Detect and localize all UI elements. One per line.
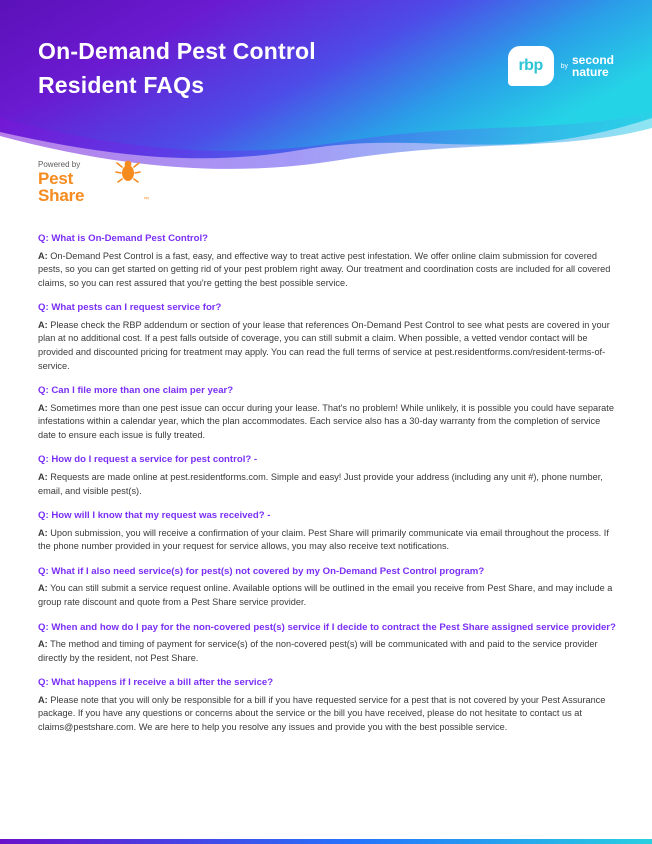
faq-answer-prefix: A: xyxy=(38,471,48,482)
faq-answer-text: You can still submit a service request online. Available options will be outlined in the email you receive from Pest Share, and may include a group rate discount and quote from a Pest Share service provider. xyxy=(38,583,613,607)
faq-answer-prefix: A: xyxy=(38,583,48,594)
pest-share-line2: Share xyxy=(38,186,85,205)
faq-answer-text: Upon submission, you will receive a confirmation of your claim. Pest Share will primarily communicate via email throughout the process. If the phone number provided in your request for service allows, you may also receive text notifications. xyxy=(38,527,609,552)
faq-answer-text: Please check the RBP addendum or section of your lease that references On-Demand Pest Control to see what pests are covered in your plan at no additional cost. If a pest falls outside of coverage, you can still submit a claim. When possible, a vetted vendor contact will be provided and discounted pricing for treatment may apply. You can read the full terms of service at pest.residentforms.com/resident-terms-of-service. xyxy=(38,319,610,371)
second-nature-line1: second xyxy=(571,53,614,67)
faq-question: Q: What pests can I request service for? xyxy=(38,302,222,314)
faq-item xyxy=(38,384,616,442)
second-nature-by-label: by xyxy=(560,62,568,70)
faq-answer-text: Requests are made online at pest.residentforms.com. Simple and easy! Just provide your address (including any unit #), phone number, email, and visible pest(s). xyxy=(38,471,603,496)
faq-question: Q: When and how do I pay for the non-covered pest(s) service if I decide to contract the Pest Share assigned service provider? xyxy=(38,621,616,633)
faq-item xyxy=(38,565,616,610)
faq-question: Q: What if I also need service(s) for pest(s) not covered by my On-Demand Pest Control program? xyxy=(38,565,485,577)
pest-share-logo xyxy=(38,169,149,205)
faq-item xyxy=(38,621,616,666)
faq-item xyxy=(38,453,616,498)
faq-answer-prefix: A: xyxy=(38,319,48,330)
faq-question: Q: How do I request a service for pest control? - xyxy=(38,454,258,466)
faq-question: Q: What happens if I receive a bill after the service? xyxy=(38,677,274,689)
faq-answer xyxy=(38,402,616,443)
faq-answer-text: The method and timing of payment for service(s) of the non-covered pest(s) will be communicated with and paid to the service provider directly by the resident, not Pest Share. xyxy=(38,639,598,663)
faq-question: Q: Can I file more than one claim per year? xyxy=(38,385,234,397)
powered-by-label: Powered by xyxy=(38,160,81,169)
faq-answer-text: Sometimes more than one pest issue can occur during your lease. That's no problem! While unlikely, it is possible you could have separate infestations within a calendar year, which the plan accommodates. Each service also has a 30-day warranty from the completion of service date to ensure each issue is fully treated. xyxy=(38,402,614,440)
pest-share-line1: Pest xyxy=(38,169,74,188)
bug-icon xyxy=(115,158,141,184)
faq-item xyxy=(38,509,616,554)
powered-by-pest-share xyxy=(38,160,149,205)
faq-question: Q: What is On-Demand Pest Control? xyxy=(38,233,209,244)
second-nature-wordmark xyxy=(561,54,614,78)
bottom-accent-bar xyxy=(0,839,652,844)
page-title-line1: On-Demand Pest Control xyxy=(38,38,316,64)
faq-answer-prefix: A: xyxy=(38,250,48,261)
rbp-logo-text: rbp xyxy=(518,57,543,74)
faq-answer-prefix: A: xyxy=(38,639,48,649)
faq-answer-prefix: A: xyxy=(38,694,48,705)
pest-share-trademark: ™ xyxy=(143,197,149,203)
faq-answer xyxy=(38,319,616,373)
faq-answer xyxy=(38,582,616,609)
faq-answer-text: Please note that you will only be responsible for a bill if you have requested service for a pest that is not covered by your Pest Assurance package. If you have any questions or concerns about the service or the bill you have received, please do not hesitate to contact us at claims@pestshare.com. We are here to help you resolve any issues and provide you with the best possible service. xyxy=(38,694,606,732)
rbp-second-nature-logo xyxy=(508,46,614,86)
faq-answer xyxy=(38,250,616,291)
faq-answer xyxy=(38,471,616,498)
second-nature-line2: nature xyxy=(571,65,609,79)
faq-list xyxy=(38,232,616,745)
faq-answer-prefix: A: xyxy=(38,402,48,413)
page-title-line2: Resident FAQs xyxy=(38,72,205,98)
faq-answer-text: On-Demand Pest Control is a fast, easy, and effective way to treat active pest infestation. We offer online claim submission for covered pests, so you can get started on getting rid of your pest problem right away. Our treatment and coordination costs are included for all covered claims, so you can rest assured that you're getting the best possible service. xyxy=(38,250,611,288)
faq-answer xyxy=(38,694,616,735)
faq-answer-prefix: A: xyxy=(38,527,48,538)
faq-question: Q: How will I know that my request was received? - xyxy=(38,510,271,522)
rbp-badge-icon xyxy=(508,46,554,86)
faq-item xyxy=(38,676,616,734)
faq-answer xyxy=(38,638,616,665)
faq-item xyxy=(38,232,616,290)
page-title xyxy=(38,36,316,100)
second-nature-name xyxy=(572,54,614,78)
faq-item xyxy=(38,301,616,373)
faq-answer xyxy=(38,527,616,554)
